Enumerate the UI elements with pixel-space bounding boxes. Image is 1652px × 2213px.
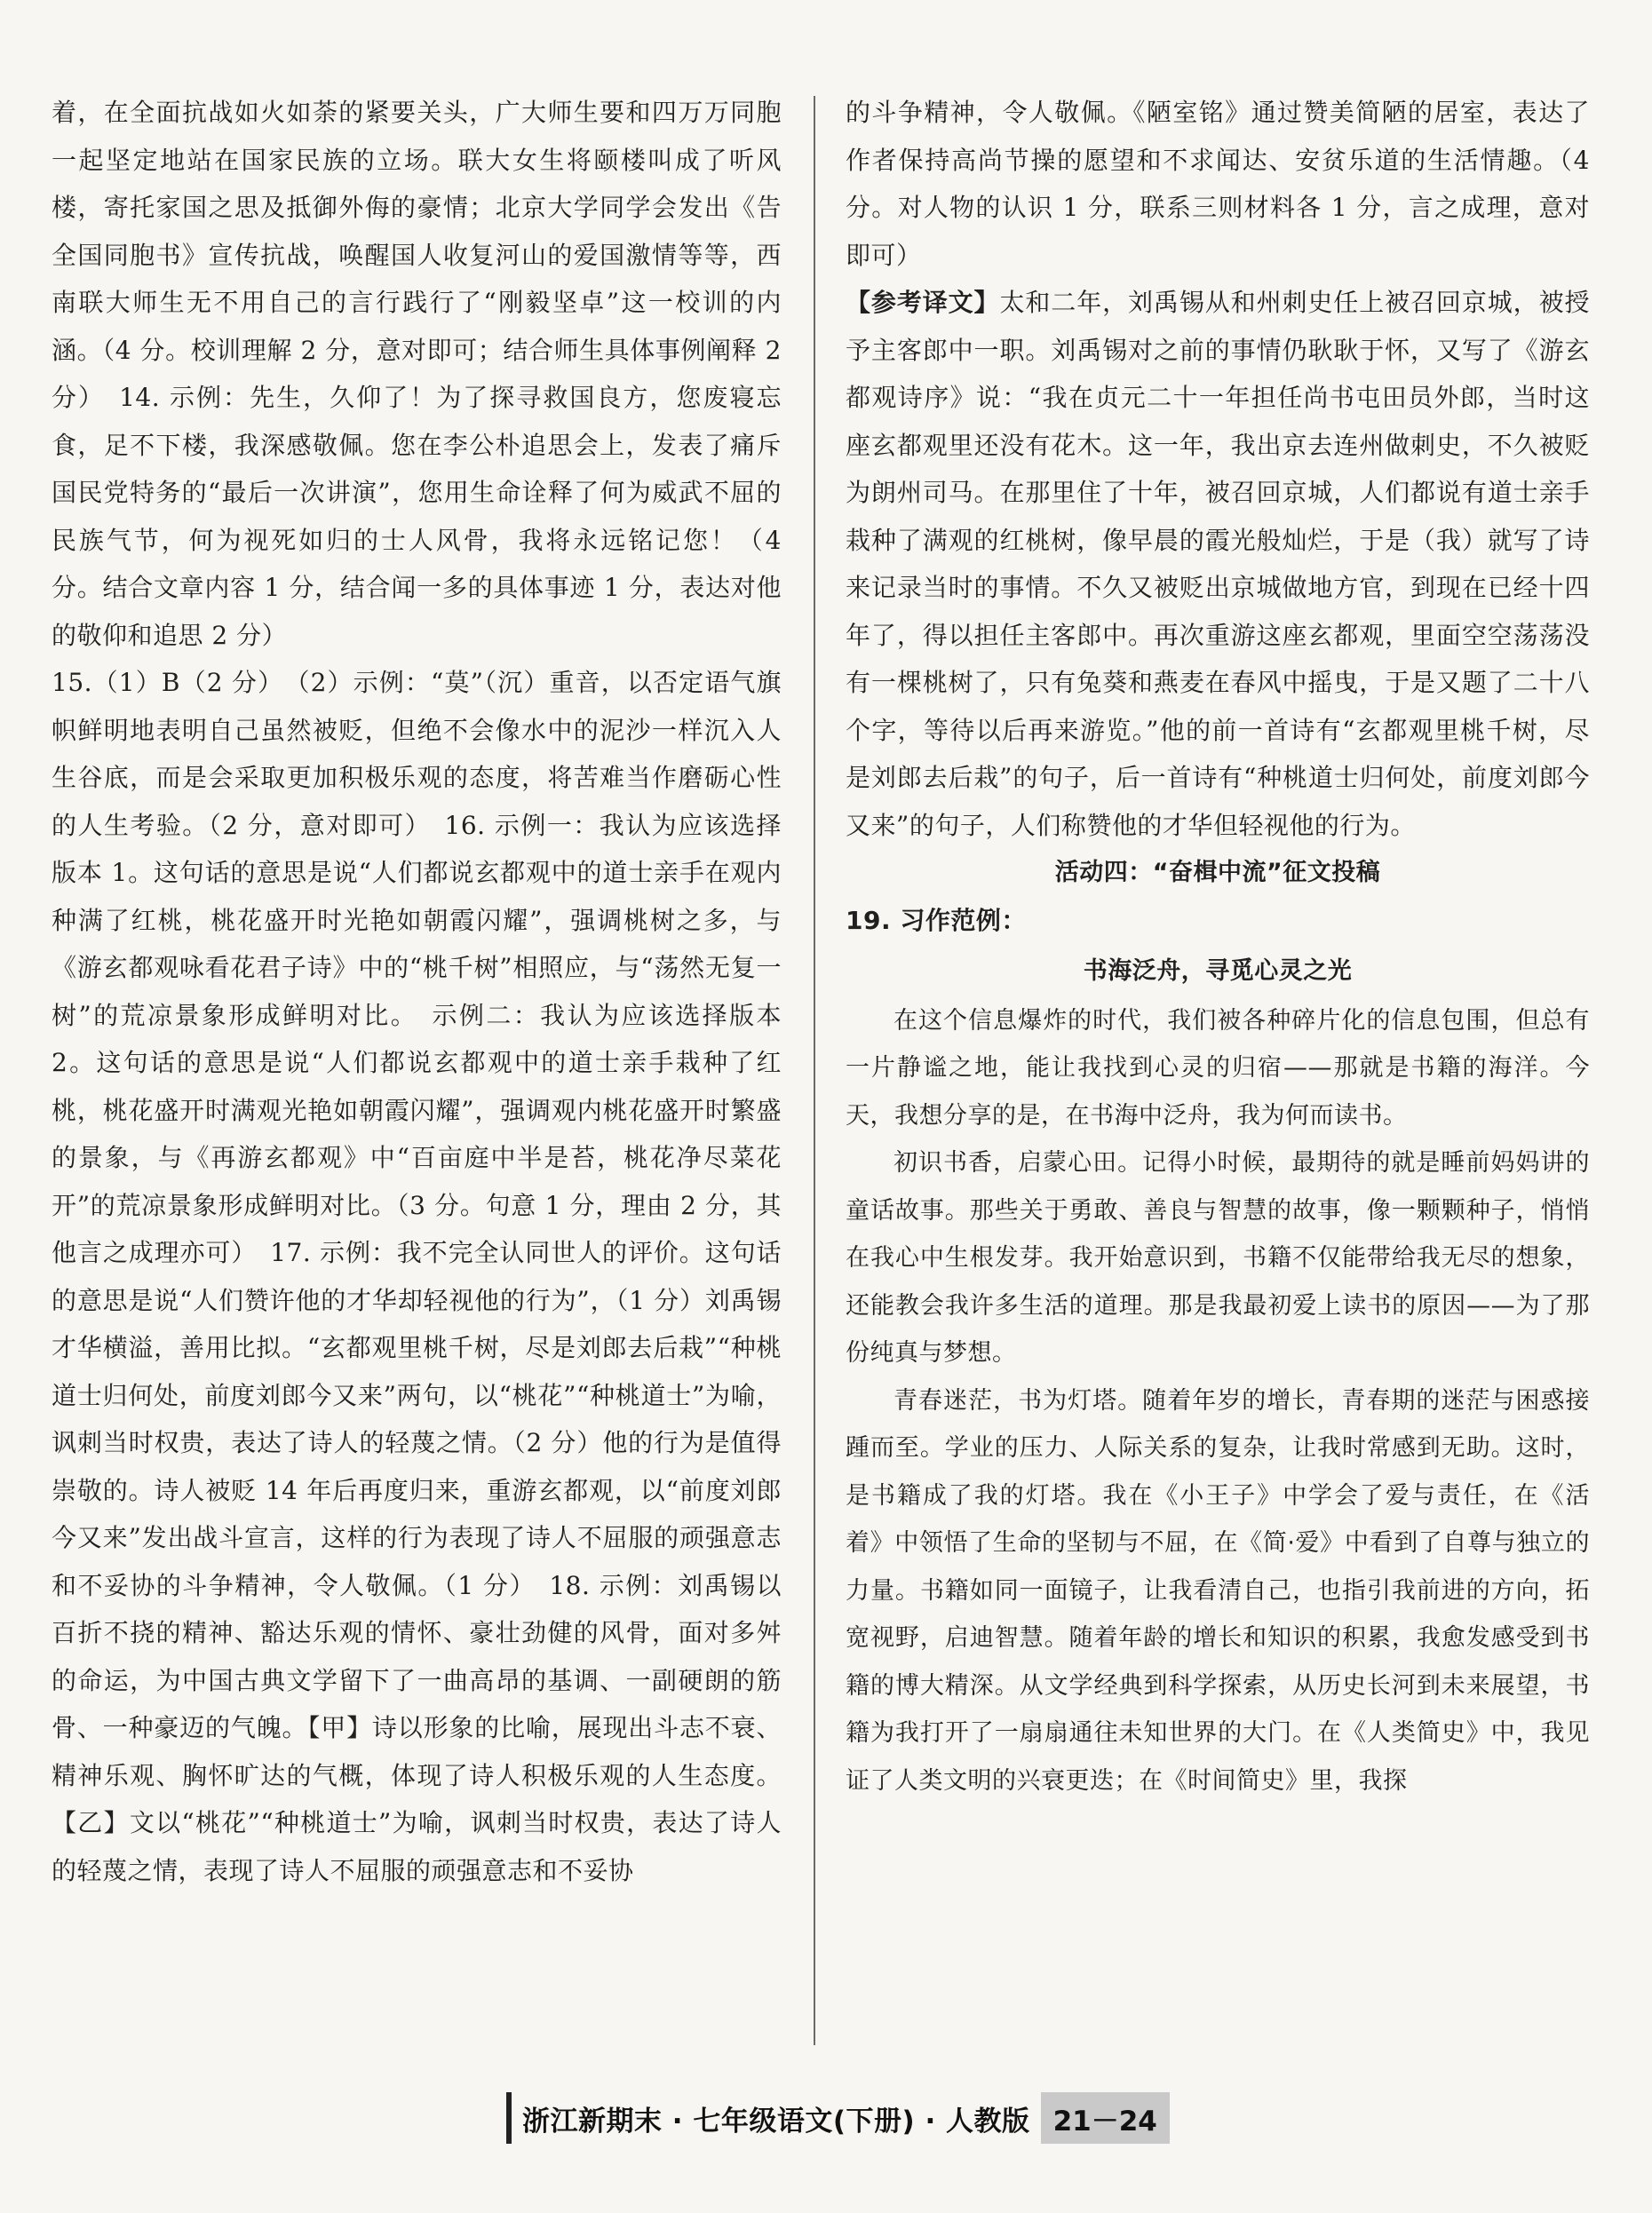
footer-title: 浙江新期末 · 七年级语文(下册) · 人教版 [522, 2105, 1030, 2138]
reference-translation-label: 【参考译文】 [846, 288, 1000, 317]
answer-paragraph-18-cont: 的斗争精神，令人敬佩。《陋室铭》通过赞美简陋的居室，表达了作者保持高尚节操的愿望和不求闻达、安贫乐道的生活情趣。（4 分。对人物的认识 1 分，联系三则材料各 1 分，言之成理，意对即可） [846, 98, 1590, 270]
page-number: 21－24 [1041, 2092, 1170, 2144]
left-column [52, 89, 782, 1894]
answer-paragraph-13-14: 着，在全面抗战如火如荼的紧要关头，广大师生要和四万万同胞一起坚定地站在国家民族的立场。联大女生将颐楼叫成了听风楼，寄托家国之思及抵御外侮的豪情；北京大学同学会发出《告全国同胞书》宣传抗战，唤醒国人收复河山的爱国激情等等，西南联大师生无不用自己的言行践行了“刚毅坚卓”这一校训的内涵。（4 分。校训理解 2 分，意对即可；结合师生具体事例阐释 2 分） 14. 示例：先生，久仰了！为了探寻救国良方，您废寝忘食，足不下楼，我深感敬佩。您在李公朴追思会上，发表了痛斥国民党特务的“最后一次讲演”，您用生命诠释了何为威武不屈的民族气节，何为视死如归的士人风骨，我将永远铭记您！（4 分。结合文章内容 1 分，结合闻一多的具体事迹 1 分，表达对他的敬仰和追思 2 分） [52, 98, 782, 650]
section-title: 活动四：“奋楫中流”征文投稿 [1054, 859, 1381, 886]
reference-translation-text: 太和二年，刘禹锡从和州刺史任上被召回京城，被授予主客郎中一职。刘禹锡对之前的事情仍耿耿于怀，又写了《游玄都观诗序》说：“我在贞元二十一年担任尚书屯田员外郎，当时这座玄都观里还没有花木。这一年，我出京去连州做刺史，不久被贬为朗州司马。在那里住了十年，被召回京城，人们都说有道士亲手栽种了满观的红桃树，像早晨的霞光般灿烂，于是（我）就写了诗来记录当时的事情。不久又被贬出京城做地方官，到现在已经十四年了，得以担任主客郎中。再次重游这座玄都观，里面空空荡荡没有一棵桃树了，只有兔葵和燕麦在春风中摇曳，于是又题了二十八个字，等待以后再来游览。”他的前一首诗有“玄都观里桃千树，尽是刘郎去后栽”的句子，后一首诗有“种桃道士归何处，前度刘郎今又来”的句子，人们称赞他的才华但轻视他的行为。 [846, 288, 1590, 840]
reference-translation [846, 279, 1590, 849]
essay-paragraph: 在这个信息爆炸的时代，我们被各种碎片化的信息包围，但总有一片静谧之地，能让我找到心灵的归宿——那就是书籍的海洋。今天，我想分享的是，在书海中泛舟，我为何而读书。 [846, 1006, 1590, 1130]
essay-title: 书海泛舟，寻觅心灵之光 [1083, 957, 1353, 985]
answer-paragraph-15-18: 15.（1）B（2 分） （2）示例：“莫”（沉）重音，以否定语气旗帜鲜明地表明自己虽然被贬，但绝不会像水中的泥沙一样沉入人生谷底，而是会采取更加积极乐观的态度，将苦难当作磨砺心性的人生考验。（2 分，意对即可） 16. 示例一：我认为应该选择版本 1。这句话的意思是说“人们都说玄都观中的道士亲手在观内种满了红桃，桃花盛开时光艳如朝霞闪耀”，强调桃树之多，与《游玄都观咏看花君子诗》中的“桃千树”相照应，与“荡然无复一树”的荒凉景象形成鲜明对比。 示例二：我认为应该选择版本 2。这句话的意思是说“人们都说玄都观中的道士亲手栽种了红桃，桃花盛开时满观光艳如朝霞闪耀”，强调观内桃花盛开时繁盛的景象，与《再游玄都观》中“百亩庭中半是苔，桃花净尽菜花开”的荒凉景象形成鲜明对比。（3 分。句意 1 分，理由 2 分，其他言之成理亦可） 17. 示例：我不完全认同世人的评价。这句话的意思是说“人们赞许他的才华却轻视他的行为”，（1 分）刘禹锡才华横溢，善用比拟。“玄都观里桃千树，尽是刘郎去后栽”“种桃道士归何处，前度刘郎今又来”两句，以“桃花”“种桃道士”为喻，讽刺当时权贵，表达了诗人的轻蔑之情。（2 分）他的行为是值得崇敬的。诗人被贬 14 年后再度归来，重游玄都观，以“前度刘郎今又来”发出战斗宣言，这样的行为表现了诗人不屈服的顽强意志和不妥协的斗争精神，令人敬佩。（1 分） 18. 示例：刘禹锡以百折不挠的精神、豁达乐观的情怀、豪壮劲健的风骨，面对多舛的命运，为中国古典文学留下了一曲高昂的基调、一副硬朗的筋骨、一种豪迈的气魄。【甲】诗以形象的比喻，展现出斗志不衰、精神乐观、胸怀旷达的气概，体现了诗人积极乐观的人生态度。【乙】文以“桃花”“种桃道士”为喻，讽刺当时权贵，表达了诗人的轻蔑之情，表现了诗人不屈服的顽强意志和不妥协 [52, 668, 782, 1885]
question-19-label: 19. 习作范例： [846, 905, 1027, 935]
right-column [846, 89, 1590, 1805]
footer-bar [506, 2092, 512, 2144]
essay-paragraph: 青春迷茫，书为灯塔。随着年岁的增长，青春期的迷茫与困惑接踵而至。学业的压力、人际关系的复杂，让我时常感到无助。这时，是书籍成了我的灯塔。我在《小王子》中学会了爱与责任，在《活着》中领悟了生命的坚韧与不屈，在《简·爱》中看到了自尊与独立的力量。书籍如同一面镜子，让我看清自己，也指引我前进的方向，拓宽视野，启迪智慧。随着年龄的增长和知识的积累，我愈发感受到书籍的博大精深。从文学经典到科学探索，从历史长河到未来展望，书籍为我打开了一扇扇通往未知世界的大门。在《人类简史》中，我见证了人类文明的兴衰更迭；在《时间简史》里，我探 [846, 1386, 1590, 1795]
essay-paragraph: 初识书香，启蒙心田。记得小时候，最期待的就是睡前妈妈讲的童话故事。那些关于勇敢、善良与智慧的故事，像一颗颗种子，悄悄在我心中生根发芽。我开始意识到，书籍不仅能带给我无尽的想象，还能教会我许多生活的道理。那是我最初爱上读书的原因——为了那份纯真与梦想。 [846, 1149, 1590, 1367]
column-divider [814, 96, 815, 2045]
page-footer [506, 2092, 1170, 2144]
